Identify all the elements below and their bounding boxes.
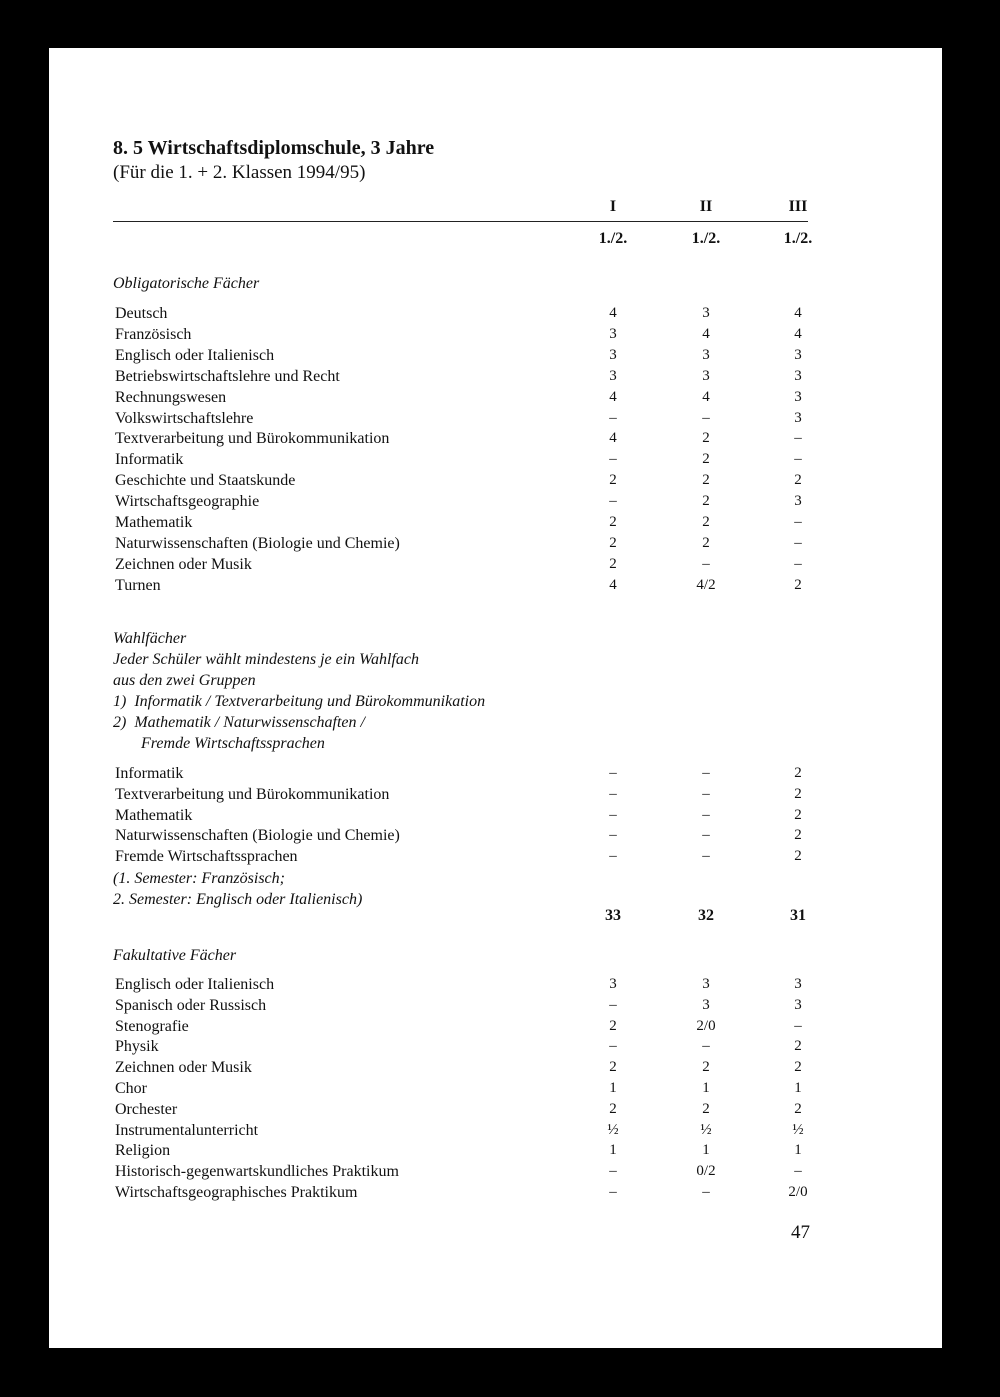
table-row-label: Spanisch oder Russisch bbox=[115, 996, 267, 1014]
total-3: 31 bbox=[790, 907, 806, 924]
wahl-note: 2) Mathematik / Naturwissenschaften / bbox=[113, 714, 365, 731]
table-row-label: Instrumentalunterricht bbox=[115, 1121, 259, 1139]
table-cell: – bbox=[702, 827, 710, 844]
table-cell: – bbox=[609, 765, 617, 781]
table-cell: 3 bbox=[794, 976, 802, 992]
table-row-label: Physik bbox=[115, 1038, 159, 1056]
table-cell: ½ bbox=[607, 1121, 619, 1138]
table-cell: 3 bbox=[702, 367, 710, 384]
table-cell: 2 bbox=[609, 555, 617, 572]
table-row-label: Mathematik bbox=[115, 806, 193, 824]
table-row-label: Chor bbox=[115, 1080, 147, 1097]
table-row-label: Betriebswirtschaftslehre und Recht bbox=[115, 367, 340, 385]
table-cell: 1 bbox=[702, 1080, 710, 1096]
section-heading-obligatorisch: Obligatorische Fächer bbox=[113, 275, 260, 292]
column-header-1: I bbox=[609, 198, 617, 215]
table-cell: 2 bbox=[609, 1100, 617, 1117]
table-cell: 3 bbox=[609, 346, 617, 363]
total-1: 33 bbox=[605, 907, 621, 924]
table-cell: 1 bbox=[702, 1142, 710, 1159]
table-cell: 3 bbox=[794, 493, 802, 510]
table-cell: 4 bbox=[609, 388, 617, 405]
table-cell: 2 bbox=[794, 576, 802, 593]
table-cell: – bbox=[609, 806, 617, 823]
wahl-note: Fremde Wirtschaftssprachen bbox=[113, 735, 325, 752]
table-row-label: Englisch oder Italienisch bbox=[115, 976, 275, 993]
table-cell: 4 bbox=[609, 576, 617, 593]
table-cell: 2 bbox=[702, 472, 710, 489]
table-cell: 2 bbox=[702, 451, 710, 468]
table-cell: – bbox=[702, 806, 710, 823]
table-cell: 1 bbox=[794, 1080, 802, 1096]
table-cell: 2 bbox=[794, 472, 802, 489]
table-cell: 4 bbox=[609, 430, 617, 447]
table-cell: – bbox=[609, 996, 617, 1013]
table-cell: 2 bbox=[702, 493, 710, 510]
table-cell: 2 bbox=[794, 848, 802, 865]
section-heading-wahl: Wahlfächer bbox=[113, 630, 187, 647]
table-cell: 2/0 bbox=[788, 1184, 808, 1200]
table-cell: 3 bbox=[702, 346, 710, 363]
table-cell: – bbox=[609, 1184, 617, 1200]
table-cell: 2 bbox=[702, 1100, 710, 1117]
table-row-label: Wirtschaftsgeographisches Praktikum bbox=[115, 1184, 358, 1201]
table-cell: 2 bbox=[609, 1017, 617, 1034]
table-cell: 4 bbox=[702, 325, 710, 342]
page-subtitle: (Für die 1. + 2. Klassen 1994/95) bbox=[113, 162, 366, 183]
semester-header-2: 1./2. bbox=[691, 230, 721, 247]
table-row-label: Informatik bbox=[115, 451, 184, 469]
wahl-footnote: (1. Semester: Französisch; bbox=[113, 870, 285, 887]
table-row-label: Stenografie bbox=[115, 1017, 189, 1035]
table-cell: 1 bbox=[609, 1080, 617, 1096]
table-row-label: Informatik bbox=[115, 765, 184, 782]
semester-header-3: 1./2. bbox=[783, 230, 813, 247]
table-cell: 2 bbox=[609, 472, 617, 489]
table-cell: – bbox=[794, 430, 802, 447]
table-cell: ½ bbox=[700, 1121, 712, 1138]
page-number: 47 bbox=[791, 1222, 810, 1243]
table-cell: 0/2 bbox=[696, 1163, 716, 1180]
wahl-note: 1) Informatik / Textverarbeitung und Bürokommunikation bbox=[113, 693, 486, 710]
table-cell: – bbox=[702, 785, 710, 802]
table-cell: 3 bbox=[794, 367, 802, 384]
table-cell: – bbox=[609, 409, 617, 426]
table-cell: – bbox=[794, 451, 802, 468]
document-page bbox=[49, 48, 942, 1348]
table-cell: 4 bbox=[609, 305, 617, 321]
table-row-label: Textverarbeitung und Bürokommunikation bbox=[115, 430, 390, 448]
header-rule bbox=[113, 221, 808, 222]
table-cell: – bbox=[702, 1038, 710, 1055]
table-row-label: Zeichnen oder Musik bbox=[115, 555, 252, 573]
table-cell: – bbox=[794, 555, 802, 572]
table-cell: – bbox=[609, 827, 617, 844]
table-cell: 2 bbox=[702, 534, 710, 551]
table-cell: 3 bbox=[702, 976, 710, 992]
table-cell: 3 bbox=[702, 996, 710, 1013]
table-row-label: Geschichte und Staatskunde bbox=[115, 472, 296, 490]
column-header-3: III bbox=[788, 198, 808, 215]
table-cell: 2 bbox=[794, 806, 802, 823]
column-header-2: II bbox=[699, 198, 713, 215]
table-row-label: Turnen bbox=[115, 576, 161, 594]
table-cell: – bbox=[794, 1017, 802, 1034]
table-cell: – bbox=[702, 409, 710, 426]
table-cell: – bbox=[609, 451, 617, 468]
table-cell: 4 bbox=[794, 305, 802, 321]
table-cell: – bbox=[794, 534, 802, 551]
table-cell: ½ bbox=[792, 1121, 804, 1138]
table-row-label: Volkswirtschaftslehre bbox=[115, 409, 254, 427]
table-cell: 2 bbox=[794, 765, 802, 781]
table-row-label: Deutsch bbox=[115, 305, 168, 322]
table-cell: 3 bbox=[609, 325, 617, 342]
page-title: 8. 5 Wirtschaftsdiplomschule, 3 Jahre bbox=[113, 137, 435, 159]
table-cell: 3 bbox=[794, 346, 802, 363]
table-cell: 2 bbox=[702, 430, 710, 447]
table-cell: 3 bbox=[794, 409, 802, 426]
table-cell: – bbox=[794, 514, 802, 530]
table-cell: 2 bbox=[794, 1100, 802, 1117]
table-cell: – bbox=[609, 493, 617, 510]
table-row-label: Fremde Wirtschaftssprachen bbox=[115, 848, 298, 866]
table-cell: 3 bbox=[609, 367, 617, 384]
table-cell: – bbox=[794, 1163, 802, 1180]
table-cell: 2 bbox=[794, 1059, 802, 1076]
table-row-label: Englisch oder Italienisch bbox=[115, 346, 275, 364]
table-row-label: Religion bbox=[115, 1142, 171, 1160]
table-cell: – bbox=[609, 1163, 617, 1180]
table-cell: – bbox=[609, 785, 617, 802]
table-row-label: Textverarbeitung und Bürokommunikation bbox=[115, 785, 390, 803]
table-cell: – bbox=[702, 848, 710, 865]
table-cell: 2/0 bbox=[696, 1017, 716, 1034]
table-row-label: Mathematik bbox=[115, 514, 193, 531]
wahl-note: Jeder Schüler wählt mindestens je ein Wahlfach bbox=[113, 651, 420, 668]
table-row-label: Rechnungswesen bbox=[115, 388, 227, 406]
table-cell: 2 bbox=[794, 785, 802, 802]
table-row-label: Wirtschaftsgeographie bbox=[115, 493, 260, 511]
table-cell: – bbox=[609, 848, 617, 865]
table-row-label: Französisch bbox=[115, 325, 192, 343]
table-cell: – bbox=[609, 1038, 617, 1055]
table-cell: 4 bbox=[702, 388, 710, 405]
table-cell: 3 bbox=[609, 976, 617, 992]
table-row-label: Naturwissenschaften (Biologie und Chemie) bbox=[115, 827, 400, 845]
table-cell: – bbox=[702, 765, 710, 781]
table-cell: 2 bbox=[609, 1059, 617, 1076]
table-cell: 3 bbox=[794, 996, 802, 1013]
table-cell: 2 bbox=[609, 514, 617, 530]
table-cell: 2 bbox=[702, 1059, 710, 1076]
table-cell: 3 bbox=[702, 305, 710, 321]
table-cell: 4 bbox=[794, 325, 802, 342]
table-row-label: Orchester bbox=[115, 1100, 178, 1118]
table-cell: – bbox=[702, 555, 710, 572]
table-cell: – bbox=[702, 1184, 710, 1200]
table-cell: 1 bbox=[794, 1142, 802, 1159]
table-cell: 2 bbox=[794, 1038, 802, 1055]
table-row-label: Historisch-gegenwartskundliches Praktikum bbox=[115, 1163, 399, 1181]
semester-header-1: 1./2. bbox=[598, 230, 628, 247]
wahl-footnote: 2. Semester: Englisch oder Italienisch) bbox=[113, 891, 363, 908]
table-cell: 2 bbox=[702, 514, 710, 530]
table-cell: 2 bbox=[609, 534, 617, 551]
total-2: 32 bbox=[698, 907, 714, 924]
table-row-label: Naturwissenschaften (Biologie und Chemie) bbox=[115, 534, 400, 552]
wahl-note: aus den zwei Gruppen bbox=[113, 672, 256, 689]
table-cell: 4/2 bbox=[696, 576, 716, 593]
table-cell: 2 bbox=[794, 827, 802, 844]
table-cell: 1 bbox=[609, 1142, 617, 1159]
section-heading-fakultativ: Fakultative Fächer bbox=[113, 947, 237, 964]
table-cell: 3 bbox=[794, 388, 802, 405]
table-row-label: Zeichnen oder Musik bbox=[115, 1059, 252, 1077]
